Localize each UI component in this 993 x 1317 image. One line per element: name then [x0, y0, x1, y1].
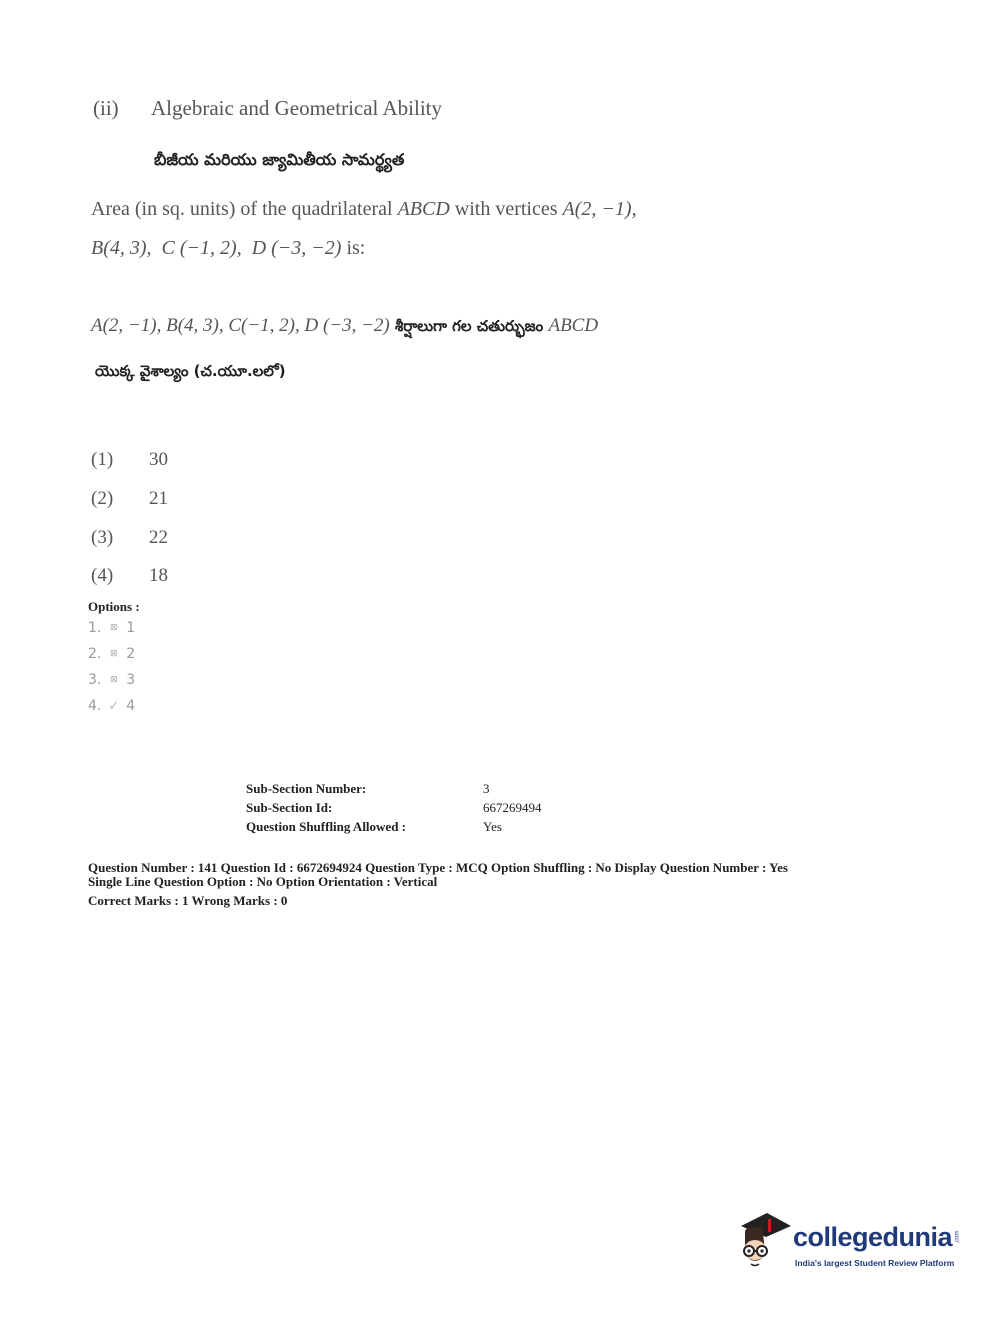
answer-option-number: (4): [91, 565, 114, 586]
answer-option-1: [91, 449, 168, 471]
choice-3: [88, 672, 135, 688]
choice-value: 3: [126, 672, 136, 688]
answer-option-value: 22: [149, 527, 168, 548]
shuffling-label: Question Shuffling Allowed :: [246, 819, 407, 834]
answer-option-value: 30: [149, 449, 168, 470]
collegedunia-logo: [735, 1210, 960, 1280]
answer-option-value: 21: [149, 488, 168, 509]
choice-value: 1: [126, 620, 136, 636]
vertex-c: C (−1, 2),: [161, 237, 242, 259]
choice-number: 2.: [88, 646, 102, 662]
shuffling-value: Yes: [483, 819, 502, 834]
checkmark-icon: ✓: [108, 699, 120, 714]
choice-value: 4: [126, 698, 136, 714]
telugu-question-text: శీర్షాలుగా గల చతుర్భుజం: [389, 317, 549, 335]
logo-tagline: India's largest Student Review Platform: [795, 1258, 955, 1268]
question-meta-line-3: Correct Marks : 1 Wrong Marks : 0: [88, 893, 288, 908]
question-meta-line-1: Question Number : 141 Question Id : 6672694924 Question Type : MCQ Option Shuffling : No Display Question Number : Yes: [88, 860, 788, 875]
wrong-mark-icon: ⊠: [110, 623, 118, 633]
question-telugu-line-1: [91, 315, 598, 339]
wrong-mark-icon: ⊠: [110, 649, 118, 659]
question-english-line-1: [91, 198, 637, 221]
section-number: (ii): [93, 96, 119, 120]
subsection-number-label: Sub-Section Number:: [246, 781, 367, 796]
vertex-b: B(4, 3),: [91, 237, 152, 259]
answer-option-number: (2): [91, 488, 114, 509]
choice-4: [88, 698, 135, 714]
question-text-prefix: Area (in sq. units) of the quadrilateral: [91, 198, 398, 220]
mascot-icon: [735, 1210, 795, 1280]
answer-option-number: (3): [91, 527, 114, 548]
logo-wordmark: collegedunia: [793, 1222, 953, 1252]
choice-number: 3.: [88, 672, 102, 688]
section-title: Algebraic and Geometrical Ability: [151, 96, 442, 120]
subsection-number-value: 3: [483, 781, 490, 796]
question-english-line-2: [91, 237, 365, 260]
question-meta-line-2: Single Line Question Option : No Option Orientation : Vertical: [88, 874, 438, 889]
section-title-telugu: బీజీయ మరియు జ్యామితీయ సామర్థ్యత: [154, 150, 405, 169]
vertex-a: A(2, −1),: [562, 198, 637, 220]
vertex-d: D (−3, −2): [251, 237, 342, 259]
answer-option-2: [91, 488, 168, 510]
choice-2: [88, 646, 135, 662]
subsection-id-label: Sub-Section Id:: [246, 800, 333, 815]
answer-option-number: (1): [91, 449, 114, 470]
quadrilateral-name: ABCD: [397, 198, 450, 220]
choice-1: [88, 620, 135, 636]
wrong-mark-icon: ⊠: [110, 675, 118, 685]
answer-option-4: [91, 565, 168, 587]
options-label: Options :: [88, 599, 140, 614]
subsection-id-value: 667269494: [483, 800, 542, 815]
question-telugu-line-2: యొక్క వైశాల్యం (చ.యూ.లలో): [95, 362, 286, 380]
question-text-suffix: is:: [341, 237, 366, 259]
choice-number: 1.: [88, 620, 102, 636]
telugu-quadrilateral-name: ABCD: [548, 315, 599, 336]
choice-value: 2: [126, 646, 136, 662]
logo-com: .com: [954, 1230, 961, 1244]
choice-number: 4.: [88, 698, 102, 714]
telugu-vertices: A(2, −1), B(4, 3), C(−1, 2), D (−3, −2): [91, 315, 390, 336]
answer-option-3: [91, 527, 168, 549]
question-text-mid: with vertices: [449, 198, 563, 220]
answer-option-value: 18: [149, 565, 168, 586]
